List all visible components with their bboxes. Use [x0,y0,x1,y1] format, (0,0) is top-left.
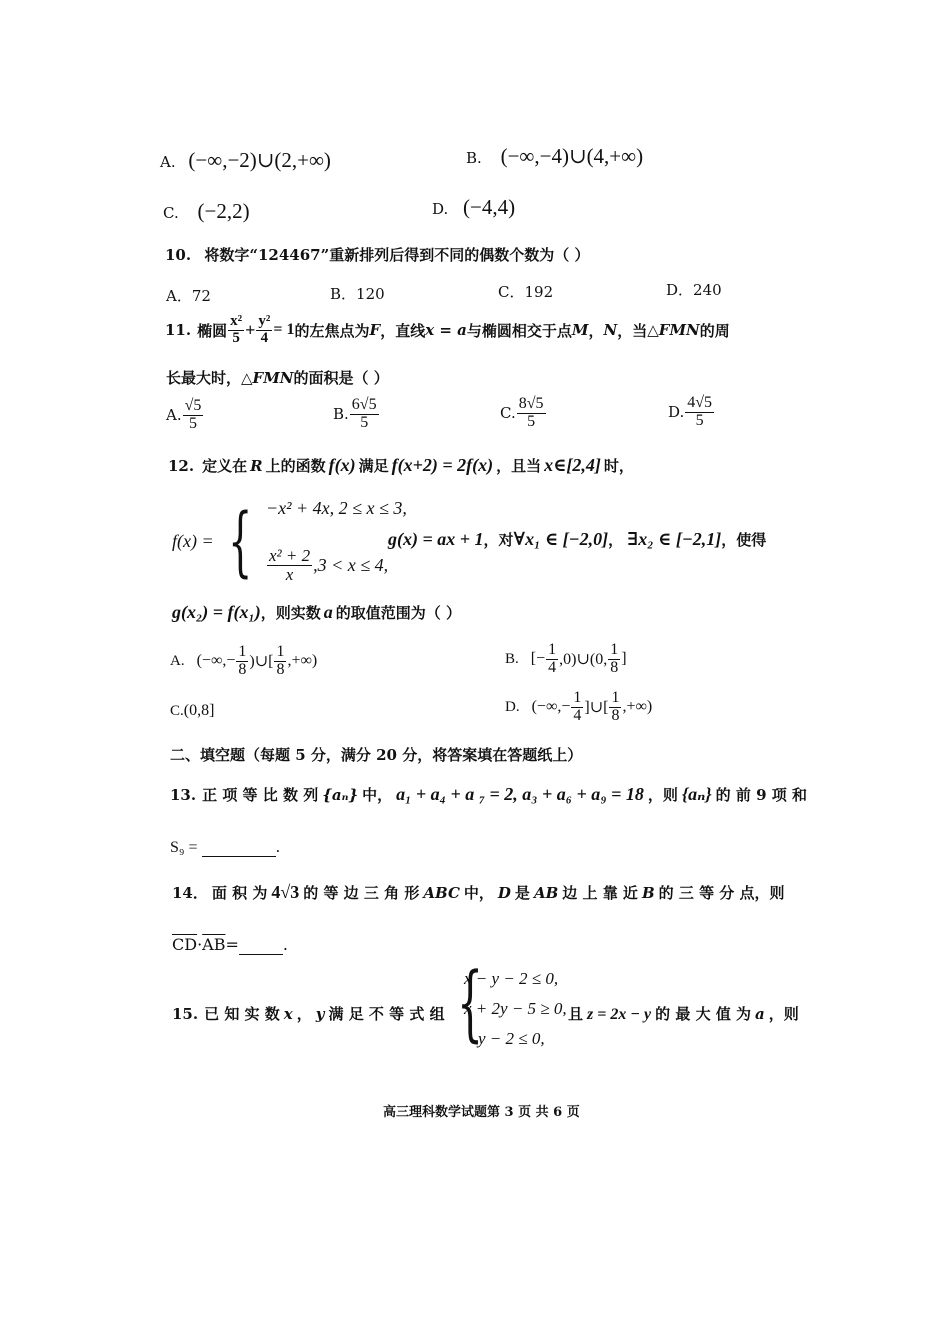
text-segment: 的周 [699,321,730,340]
q10-option-c [498,281,553,302]
numerator: x² + 2 [268,546,311,566]
math-var: R [250,457,263,475]
text-segment: 上的函数 [265,457,326,475]
numerator: y² [258,313,271,329]
math-expr: ∀x₁ ∈ [−2,0] [513,529,609,549]
text-segment: ，直线 [380,321,426,340]
math-var: F [369,321,381,340]
math-var: N [603,321,618,340]
q10-option-a [166,285,211,306]
equation-rhs: = 1 [273,321,295,339]
math-var: AB [533,884,559,902]
math-expr: a₁ + a₄ + a ₇ = 2, a₃ + a₆ + a₉ = 18 [396,784,644,804]
fraction [608,642,620,677]
period: . [282,935,288,954]
option-label: C. [500,404,516,423]
text-segment: 的左焦点为 [294,321,370,340]
denominator: 4 [548,658,557,676]
numerator: 8√5 [518,395,544,412]
text-segment: 与椭圆相交于点 [466,321,572,340]
math-var: B [641,884,655,902]
q12-g-definition [388,529,766,550]
math-var: a [755,1005,765,1023]
denominator: 8 [276,660,285,678]
numerator: 1 [238,643,247,660]
option-label: C． [498,283,525,301]
case-1: −x² + 4x, 2 ≤ x ≤ 3, [265,498,407,518]
math-var: x [283,1005,293,1023]
interval-part: )∪[ [249,653,274,671]
text-segment: ， [296,1005,312,1023]
q10-option-b [330,283,385,304]
section-heading: 二、填空题（每题 5 分，满分 20 分，将答案填在答题纸上） [170,746,583,764]
case-2-condition: ,3 < x ≤ 4, [313,555,389,576]
math-var: D [497,884,511,902]
left-brace: { [457,956,484,1051]
text-segment: ，且当 [496,457,542,475]
text-segment: 椭圆 [197,321,228,340]
question-number: 15. [172,1005,199,1023]
text-segment: 且 [568,1005,584,1023]
q9-option-b [466,144,643,169]
option-value: 72 [191,287,211,305]
question-number: 12. [168,457,195,475]
math-expr: △FMN [241,369,294,387]
option-fraction [517,396,546,431]
text-segment: ， [608,531,624,549]
q15-stem [172,1003,445,1024]
vector-ab: $\overline{AB}$ [202,935,226,954]
vector-cd: $\overline{CD}$ [172,935,198,954]
option-label: A. [170,652,185,669]
math-expr: g(x) = ax + 1 [388,529,484,549]
text-segment: 定义在 [202,457,248,475]
text-segment: ，使得 [721,531,767,549]
q11-option-c [500,396,547,431]
denominator: 5 [695,411,704,429]
text-segment: 边 上 靠 近 [562,884,638,902]
option-label: B． [330,285,357,303]
fraction [546,642,558,677]
denominator: 8 [611,706,620,724]
option-fraction [183,398,204,433]
plus-sign: + [245,319,256,340]
q9-option-a [160,148,331,173]
text-segment: 的 等 边 三 角 形 [303,884,420,902]
option-label: D． [666,281,694,299]
math-expr: f(x+2) = 2f(x) [391,455,494,475]
fraction [571,690,583,725]
case-2 [266,547,407,584]
q14-stem-line1 [172,882,785,903]
ellipse-x-term [228,314,244,347]
q15-stem-continued [568,1003,799,1024]
numerator: 1 [573,689,582,706]
numerator: x² [230,313,243,329]
q9-option-c [163,199,250,224]
numerator: 4√5 [687,394,713,411]
denominator: 8 [610,658,619,676]
q12-option-b [505,642,627,677]
question-number: 14． [172,884,208,902]
numerator: √5 [184,397,202,414]
q13-answer-line [170,838,280,857]
option-value: 120 [356,285,385,303]
q13-stem-line1 [170,784,807,805]
dot-product: · [197,935,203,954]
option-label: C. [163,204,179,222]
text-segment: 的面积是（ ） [293,369,389,387]
text-segment: ，对 [483,531,514,549]
option-label: A. [160,153,176,171]
text-segment: 中， [463,884,494,902]
fraction [274,644,286,679]
denominator: x [285,565,294,585]
option-fraction [685,395,714,430]
math-var: a [323,602,333,622]
text-segment: 是 [514,884,530,902]
q10-option-d [666,279,722,300]
math-expr: x = a [425,321,467,340]
interval-part: ,+∞) [287,652,318,670]
option-label: C. [170,703,184,719]
q12-stem-line1 [168,455,634,476]
inequality-1: x − y − 2 ≤ 0, [464,969,559,988]
numerator: 1 [548,641,557,658]
inequality-2: x + 2y − 5 ≥ 0, [464,999,567,1018]
q11-stem-line1 [165,314,730,347]
q11-option-a [166,398,204,433]
math-expr: △FMN [647,321,700,340]
numerator: 1 [276,643,285,660]
q11-stem-line2 [166,367,389,388]
piecewise-cases [266,498,407,584]
fraction [236,644,248,679]
question-number: 10. [165,246,192,264]
text-segment: 的 最 大 值 为 [655,1005,752,1023]
math-var: ABC [423,884,460,902]
q15-inequality-system [464,969,574,1057]
text-segment: 长最大时， [166,369,242,387]
numerator: 1 [610,641,619,658]
option-expression: (0,8] [183,702,215,719]
denominator: 5 [189,414,197,432]
option-value: 240 [693,281,722,299]
math-expr: {aₙ} [322,786,359,804]
text-segment: 面 积 为 [211,884,268,902]
option-label: D. [432,200,449,218]
period: . [275,838,281,856]
interval-part: ]∪[ [584,699,609,717]
text-segment: ， [588,321,604,340]
interval-part: ,0)∪(0, [559,651,608,669]
sum-label: S₉ = [170,839,198,856]
text-segment: ，当 [617,321,648,340]
option-label: B. [333,405,349,424]
denominator: 8 [238,660,247,678]
text-segment: 的取值范围为（ ） [335,604,462,622]
interval-part: [− [530,650,546,668]
text-segment: ，则实数 [260,604,321,622]
question-number: 13. [170,786,197,804]
case-2-fraction [267,547,312,584]
ellipse-y-term [256,314,272,347]
text-segment: 满 足 不 等 式 组 [328,1005,445,1023]
math-var: M [571,321,589,340]
option-label: A. [166,406,182,425]
answer-blank[interactable] [239,935,283,955]
interval-part: (−∞,− [531,698,571,716]
denominator: 5 [360,413,369,431]
math-expr: x∈[2,4] [544,455,601,475]
text-segment: ，则 [768,1005,799,1023]
fraction [609,690,621,725]
q12-stem-line3 [172,602,461,623]
option-fraction [350,397,379,432]
text-segment: 的 前 9 项 和 [715,786,807,804]
left-brace: { [227,496,252,585]
denominator: 4 [260,329,269,346]
denominator: 4 [573,706,582,724]
q11-option-d [668,395,715,430]
denominator: 5 [527,412,536,430]
option-label: D. [668,403,685,422]
piecewise-lhs: f(x) = [172,530,214,551]
interval-part: ,+∞) [622,698,653,716]
interval-part: (−∞,− [196,652,236,670]
math-expr: f(x) [328,455,356,475]
option-value: 192 [524,283,554,301]
q12-piecewise-definition [172,497,407,585]
question-text: 将数字“124467”重新排列后得到不同的偶数个数为（ ） [204,246,590,264]
math-expr: 4√3 [271,882,300,902]
math-var: y [315,1005,325,1023]
text-segment: 中， [362,786,393,804]
option-expression: (−4,4) [463,195,516,219]
q12-option-a [170,644,317,679]
interval-part: ] [621,650,627,668]
math-expr: ∃x₂ ∈ [−2,1] [627,529,722,549]
q10-stem [165,244,589,265]
equals-sign: = [225,935,239,954]
text-segment: ，则 [647,786,678,804]
math-expr: g(x₂) = f(x₁) [172,602,261,622]
option-expression: (−∞,−2)∪(2,+∞) [188,148,331,172]
question-number: 11. [165,321,192,340]
inequality-3: y − 2 ≤ 0, [478,1029,545,1048]
text-segment: 已 知 实 数 [204,1005,280,1023]
q14-answer-line [172,935,288,955]
option-expression: (−2,2) [197,199,250,223]
numerator: 1 [611,689,620,706]
option-label: B. [505,650,519,667]
text-segment: 正 项 等 比 数 列 [202,786,319,804]
option-label: D. [505,698,520,715]
option-expression: (−∞,−4)∪(4,+∞) [500,144,644,168]
denominator: 5 [232,329,240,346]
q12-option-c [170,702,214,720]
numerator: 6√5 [351,396,377,413]
page-footer: 高三理科数学试题第 3 页 共 6 页 [383,1105,580,1120]
q11-option-b [333,397,380,432]
text-segment: 满足 [358,457,389,475]
option-label: A． [166,287,192,305]
q9-option-d [432,195,515,220]
q12-option-d [505,690,652,725]
option-label: B. [466,149,482,167]
text-segment: 时， [603,457,634,475]
text-segment: 的 三 等 分 点，则 [658,884,785,902]
math-expr: {aₙ} [681,784,712,804]
answer-blank[interactable] [202,838,276,857]
math-expr: z = 2x − y [587,1006,652,1023]
